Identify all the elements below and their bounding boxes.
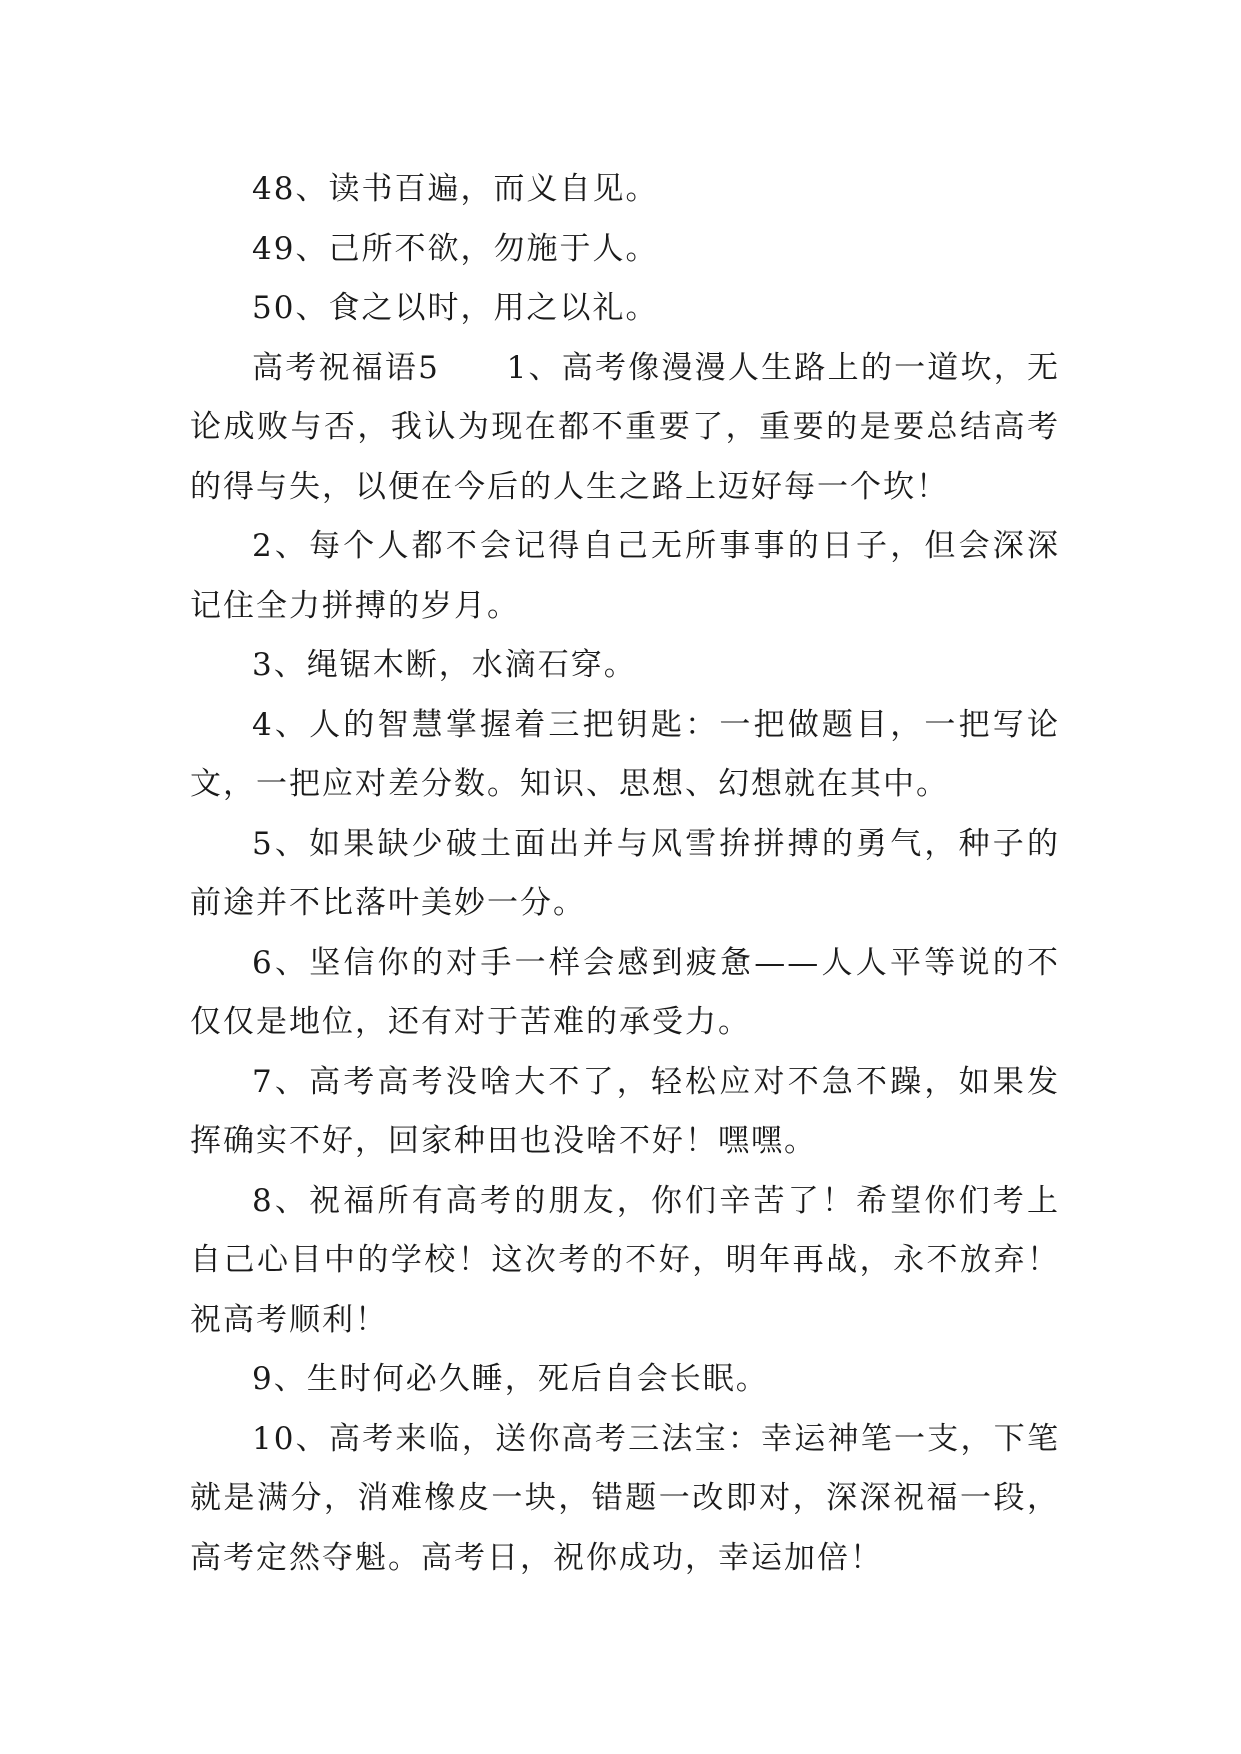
paragraph-item-10: 10、高考来临，送你高考三法宝：幸运神笔一支，下笔就是满分，消难橡皮一块，错题一改即对，深深祝福一段，高考定然夺魁。高考日，祝你成功，幸运加倍！	[190, 1420, 1060, 1576]
paragraph-item-3: 3、绳锯木断，水滴石穿。	[252, 647, 637, 683]
paragraph-item-7: 7、高考高考没啥大不了，轻松应对不急不躁，如果发挥确实不好，回家种田也没啥不好！嘿嘿。	[190, 1063, 1060, 1159]
paragraph-item-4: 4、人的智慧掌握着三把钥匙：一把做题目，一把写论文，一把应对差分数。知识、思想、幻想就在其中。	[190, 706, 1060, 802]
paragraph-49: 49、己所不欲，勿施于人。	[252, 230, 659, 267]
paragraph-item-8: 8、祝福所有高考的朋友，你们辛苦了！希望你们考上自己心目中的学校！这次考的不好，明年再战，永不放弃！祝高考顺利！	[190, 1182, 1060, 1338]
paragraph-item-2: 2、每个人都不会记得自己无所事事的日子，但会深深记住全力拼搏的岁月。	[190, 528, 1060, 624]
paragraph-48: 48、读书百遍，而义自见。	[252, 171, 659, 207]
document-body	[190, 160, 1060, 1588]
paragraph-item-9: 9、生时何必久睡，死后自会长眠。	[252, 1361, 769, 1397]
paragraph-item-5: 5、如果缺少破土面出并与风雪拚拼搏的勇气，种子的前途并不比落叶美妙一分。	[190, 825, 1060, 921]
paragraph-50: 50、食之以时，用之以礼。	[252, 290, 659, 326]
paragraph-item-6: 6、坚信你的对手一样会感到疲惫——人人平等说的不仅仅是地位，还有对于苦难的承受力。	[190, 944, 1060, 1040]
paragraph-section-5-item-1: 高考祝福语5 1、高考像漫漫人生路上的一道坎，无论成败与否，我认为现在都不重要了，重要的是要总结高考的得与失，以便在今后的人生之路上迈好每一个坎！	[190, 349, 1060, 505]
